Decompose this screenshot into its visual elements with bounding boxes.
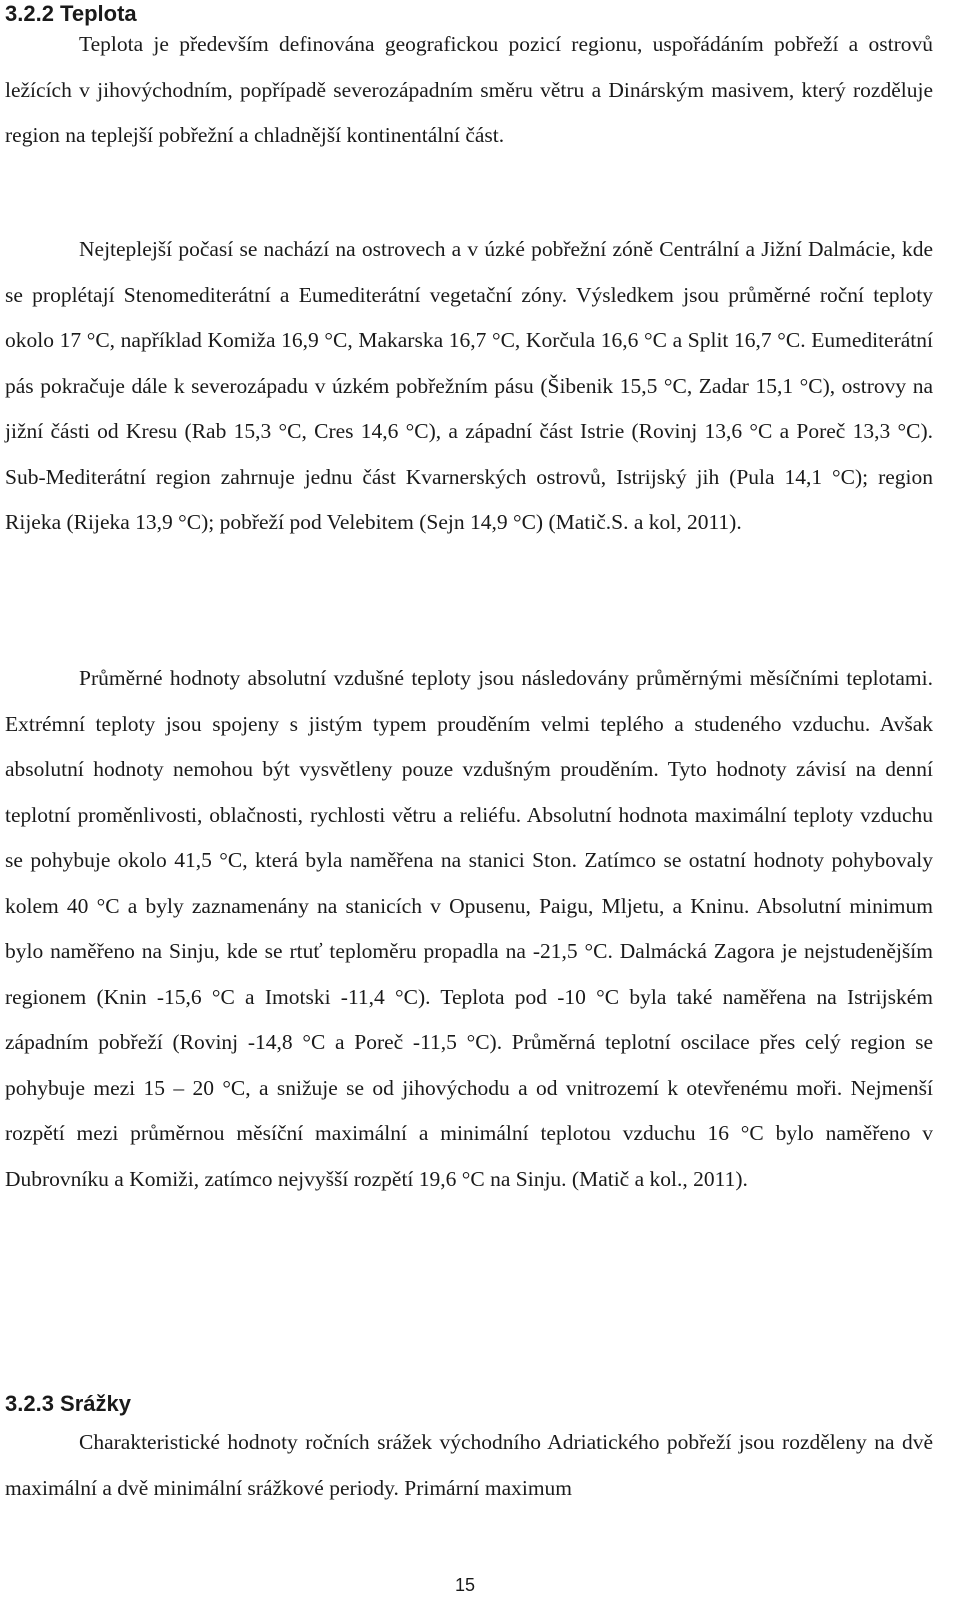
paragraph-teplota-nejteplejsi: Nejteplejší počasí se nachází na ostrovech a v úzké pobřežní zóně Centrální a Jižní Dalmácie, kde se proplétají Stenomediterátní a Eumediterátní vegetační zóny. Výsledkem jsou průměrné roční teploty okolo 17 °C, například Komiža 16,9 °C, Makarska 16,7 °C, Korčula 16,6 °C a Split 16,7 °C. Eumediterátní pás pokračuje dále k severozápadu v úzkém pobřežním pásu (Šibenik 15,5 °C, Zadar 15,1 °C), ostrovy na jižní části od Kresu (Rab 15,3 °C, Cres 14,6 °C), a západní část Istrie (Rovinj 13,6 °C a Poreč 13,3 °C). Sub-Mediterátní region zahrnuje jednu část Kvarnerských ostrovů, Istrijský jih (Pula 14,1 °C); region Rijeka (Rijeka 13,9 °C); pobřeží pod Velebitem (Sejn 14,9 °C) (Matič.S. a kol, 2011). bbox=[5, 237, 933, 534]
section-heading-srazky: 3.2.3 Srážky bbox=[5, 1391, 131, 1416]
section-heading-teplota: 3.2.2 Teplota bbox=[5, 1, 137, 26]
paragraph-teplota-absolutni: Průměrné hodnoty absolutní vzdušné teploty jsou následovány průměrnými měsíčními teplotami. Extrémní teploty jsou spojeny s jistým typem prouděním velmi teplého a studeného vzduchu. Avšak absolutní hodnoty nemohou být vysvětleny pouze vzdušným prouděním. Tyto hodnoty závisí na denní teplotní proměnlivosti, oblačnosti, rychlosti větru a reliéfu. Absolutní hodnota maximální teploty vzduchu se pohybuje okolo 41,5 °C, která byla naměřena na stanici Ston. Zatímco se ostatní hodnoty pohybovaly kolem 40 °C a byly zaznamenány na stanicích v Opusenu, Paigu, Mljetu, a Kninu. Absolutní minimum bylo naměřeno na Sinju, kde se rtuť teploměru propadla na -21,5 °C. Dalmácká Zagora je nejstudenějším regionem (Knin -15,6 °C a Imotski -11,4 °C). Teplota pod -10 °C byla také naměřena na Istrijském západním pobřeží (Rovinj -14,8 °C a Poreč -11,5 °C). Průměrná teplotní oscilace přes celý region se pohybuje mezi 15 – 20 °C, a snižuje se od jihovýchodu a od vnitrozemí k otevřenému moři. Nejmenší rozpětí mezi průměrnou měsíční maximální a minimální teplotou vzduchu 16 °C bylo naměřeno v Dubrovníku a Komiži, zatímco nejvyšší rozpětí 19,6 °C na Sinju. (Matič a kol., 2011). bbox=[5, 666, 933, 1191]
page-number: 15 bbox=[455, 1575, 476, 1595]
paragraph-srazky-intro: Charakteristické hodnoty ročních srážek východního Adriatického pobřeží jsou rozděleny na dvě maximální a dvě minimální srážkové periody. Primární maximum bbox=[5, 1430, 933, 1500]
paragraph-teplota-intro: Teplota je především definována geografickou pozicí regionu, uspořádáním pobřeží a ostrovů ležících v jihovýchodním, popřípadě severozápadním směru větru a Dinárským masivem, který rozděluje region na teplejší pobřežní a chladnější kontinentální část. bbox=[5, 32, 933, 147]
